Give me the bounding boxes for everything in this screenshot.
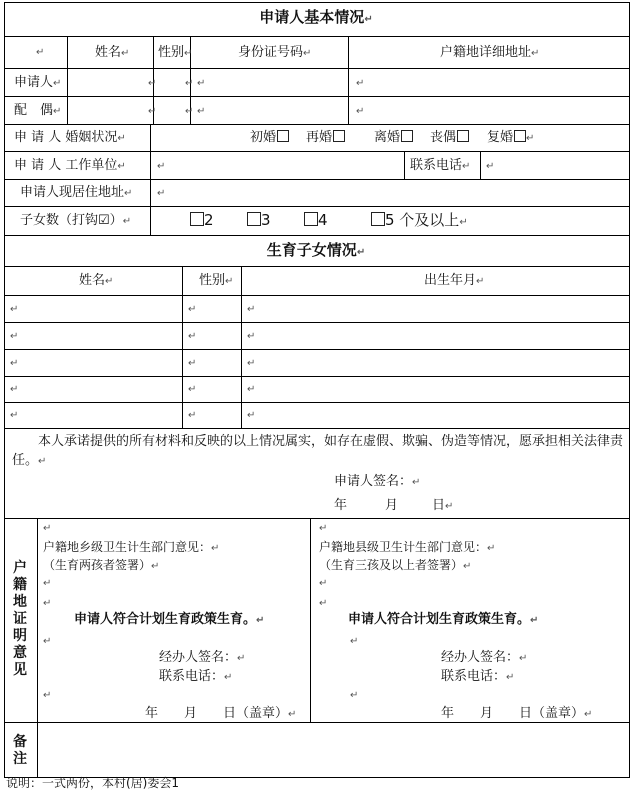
rule-v [241,266,242,428]
pledge-text: 本人承诺提供的所有材料和反映的以上情况属实，如存在虚假、欺骗、伪造等情况，愿承担相关法律责任。↵ [12,434,624,468]
paragraph-mark: ↵ [10,304,19,315]
paragraph-mark: ↵ [10,384,19,395]
pledge-day: 日↵ [432,498,454,513]
right-opinion-statement: 申请人符合计划生育政策生育。↵ [348,612,539,627]
pledge-signature-label: 申请人签名：↵ [334,474,421,489]
paragraph-mark: ↵ [356,78,365,89]
checkbox[interactable] [190,212,204,226]
left-opinion-handler: 经办人签名：↵ [159,650,246,665]
paragraph-mark: ↵ [185,78,194,89]
pledge-month: 月 [385,498,399,513]
rule-v [37,518,38,778]
rule-h [4,96,630,97]
paragraph-mark: ↵ [43,598,52,609]
rule-h [4,518,630,519]
children-option-5-plus[interactable]: 5 个及以上↵ [370,212,468,231]
paragraph-mark: ↵ [319,598,328,609]
row-label-marital-status: 申 请 人 婚姻状况↵ [14,130,126,145]
paragraph-mark: ↵ [43,636,52,647]
rule-v [150,124,151,235]
paragraph-mark: ↵ [148,78,157,89]
rule-h [4,295,630,296]
children-option-2[interactable]: 2 [189,212,214,228]
right-opinion-subtitle: （生育三孩及以上者签署）↵ [319,558,472,572]
checkbox[interactable] [514,130,526,142]
row-label-work-unit: 申 请 人 工作单位↵ [14,158,126,173]
rule-h [4,402,630,403]
paragraph-mark: ↵ [247,384,256,395]
row-label-children-count: 子女数（打钩☑）↵ [20,213,132,228]
rule-h [4,349,630,350]
section-title-children: 生育子女情况↵ [266,241,366,259]
left-opinion-title: 户籍地乡级卫生计生部门意见：↵ [43,540,220,554]
rule-h [4,151,630,152]
rule-v [404,151,405,179]
rule-h [4,235,630,236]
paragraph-mark: ↵ [185,106,194,117]
paragraph-mark: ↵ [197,78,206,89]
children-option-3[interactable]: 3 [246,212,271,228]
rule-h [4,36,630,37]
children-header-birth: 出生年月↵ [424,273,485,288]
rule-h [4,428,630,429]
row-label-work-phone: 联系电话↵ [410,158,471,173]
checkbox[interactable] [401,130,413,142]
row-label-spouse: 配 偶↵ [14,103,62,118]
paragraph-mark: ↵ [43,690,52,701]
checkbox[interactable] [304,212,318,226]
checkbox[interactable] [457,130,469,142]
checkbox[interactable] [277,130,289,142]
paragraph-mark: ↵ [319,578,328,589]
children-header-name: 姓名↵ [79,273,114,288]
children-header-gender: 性别↵ [199,273,234,288]
paragraph-mark: ↵ [10,410,19,421]
paragraph-mark: ↵ [197,106,206,117]
left-opinion-statement: 申请人符合计划生育政策生育。↵ [74,612,265,627]
rule-v [310,518,311,722]
rule-v [67,36,68,124]
remarks-label: 备注 [13,734,27,767]
rule-h [4,124,630,125]
paragraph-mark: ↵ [188,410,197,421]
section-title-basic-info: 申请人基本情况↵ [259,8,373,26]
checkbox[interactable] [371,212,385,226]
side-label-household-opinion: 户籍地证明意见 [13,560,27,678]
paragraph-mark: ↵ [148,106,157,117]
header-address-detail: 户籍地详细地址↵ [440,45,540,60]
paragraph-mark: ↵ [188,331,197,342]
rule-h [4,266,630,267]
paragraph-mark: ↵ [188,304,197,315]
header-id-number: 身份证号码↵ [238,45,312,60]
pledge-year: 年 [334,498,348,513]
paragraph-mark: ↵ [36,47,45,58]
header-name: 姓名↵ [95,45,130,60]
rule-h [4,179,630,180]
footer-note: 说明：一式两份，本村(居)委会1 [6,776,179,790]
rule-h [4,68,630,69]
rule-v [348,36,349,124]
right-opinion-handler: 经办人签名：↵ [441,650,528,665]
paragraph-mark: ↵ [247,304,256,315]
row-label-applicant: 申请人↵ [14,75,62,90]
right-opinion-title: 户籍地县级卫生计生部门意见：↵ [319,540,496,554]
paragraph-mark: ↵ [188,358,197,369]
rule-v [480,151,481,179]
rule-h [4,322,630,323]
marital-option-widowed[interactable]: 丧偶 [430,130,469,146]
left-opinion-subtitle: （生育两孩者签署）↵ [43,558,160,572]
paragraph-mark: ↵ [157,161,166,172]
paragraph-mark: ↵ [486,161,495,172]
marital-option-remarried[interactable]: 再婚 [306,130,345,146]
paragraph-mark: ↵ [43,578,52,589]
form-outer-border [4,2,630,778]
rule-v [182,266,183,428]
marital-option-divorced[interactable]: 离婚 [374,130,413,146]
paragraph-mark: ↵ [247,331,256,342]
checkbox[interactable] [247,212,261,226]
paragraph-mark: ↵ [157,188,166,199]
header-gender: 性别↵ [158,45,193,60]
marital-option-remarried-same[interactable]: 复婚 ↵ [487,130,535,145]
paragraph-mark: ↵ [319,523,328,534]
paragraph-mark: ↵ [247,358,256,369]
paragraph-mark: ↵ [10,331,19,342]
children-option-4[interactable]: 4 [303,212,328,228]
left-opinion-phone: 联系电话：↵ [159,669,233,684]
rule-h [4,376,630,377]
right-opinion-date: 年 月 日（盖章）↵ [441,706,593,721]
right-opinion-phone: 联系电话：↵ [441,669,515,684]
paragraph-mark: ↵ [350,636,359,647]
checked-box-icon: ☑ [98,213,110,228]
left-opinion-date: 年 月 日（盖章）↵ [145,706,297,721]
paragraph-mark: ↵ [43,523,52,534]
marital-option-first[interactable]: 初婚 [250,130,289,146]
paragraph-mark: ↵ [356,106,365,117]
row-label-residence: 申请人现居住地址↵ [20,185,133,200]
paragraph-mark: ↵ [350,690,359,701]
paragraph-mark: ↵ [10,358,19,369]
rule-h [4,206,630,207]
paragraph-mark: ↵ [188,384,197,395]
checkbox[interactable] [333,130,345,142]
paragraph-mark: ↵ [247,410,256,421]
